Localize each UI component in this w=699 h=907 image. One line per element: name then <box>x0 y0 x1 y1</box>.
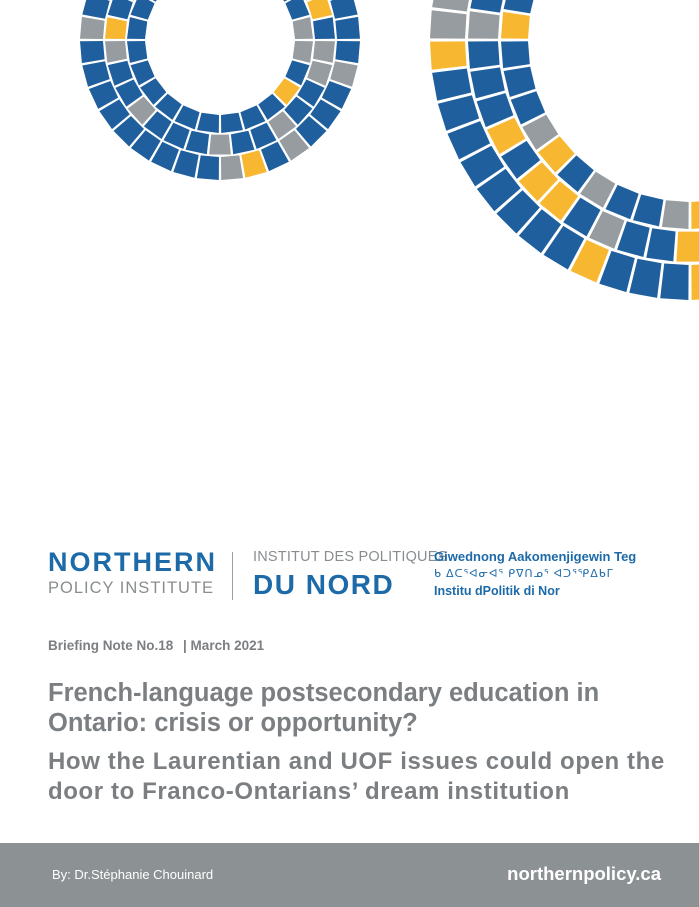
left-ring-middle-tile <box>209 135 231 155</box>
left-ring-inner-tile <box>285 0 309 20</box>
publication-date: | March 2021 <box>183 638 265 653</box>
author-byline: By: Dr.Stéphanie Chouinard <box>52 867 214 882</box>
right-ring-outer-tile <box>691 264 699 301</box>
right-ring-inner-tile <box>501 12 530 39</box>
right-ring-middle-tile <box>470 0 505 13</box>
left-ring-outer-tile <box>330 0 357 19</box>
left-ring-inner-tile <box>127 41 147 63</box>
npi-logo-line1: NORTHERN <box>48 547 217 577</box>
indigenous-language-logo <box>434 548 636 600</box>
institut-des-politiques-logo <box>253 548 447 601</box>
left-ring-middle-tile <box>313 41 335 63</box>
briefing-meta <box>48 638 264 653</box>
michif-name: Institu dPolitik di Nor <box>434 584 560 598</box>
footer-bar <box>0 843 699 907</box>
left-ring-inner-tile <box>221 113 243 133</box>
right-ring-middle-tile <box>646 228 675 261</box>
left-ring-outer-tile <box>82 0 109 19</box>
right-ring-middle-tile <box>470 67 505 98</box>
northern-policy-institute-logo <box>48 548 217 598</box>
npi-logo-line2: POLICY INSTITUTE <box>48 579 215 597</box>
right-ring-outer-tile <box>629 259 661 298</box>
left-ring-middle-tile <box>108 0 133 19</box>
ojibwe-name: Giwednong Aakomenjigewin Teg <box>434 549 637 564</box>
right-ring-outer-tile <box>432 0 471 12</box>
right-ring-outer-tile <box>660 264 688 301</box>
logo-divider <box>232 552 233 600</box>
left-ring-middle-tile <box>307 0 332 19</box>
left-ring-outer-tile <box>335 41 360 63</box>
left-ring-inner-tile <box>127 17 147 39</box>
left-ring-middle-tile <box>186 131 210 155</box>
left-ring-inner-tile <box>197 113 219 133</box>
right-ring-inner-tile <box>501 41 530 68</box>
left-ring-inner-tile <box>293 17 313 39</box>
logo-bar <box>48 548 668 608</box>
left-ring-outer-tile <box>221 155 243 180</box>
right-ring-inner-tile <box>662 200 689 229</box>
left-ring-middle-tile <box>105 17 127 39</box>
right-ring-inner-tile <box>633 195 663 227</box>
left-ring-middle-tile <box>313 17 335 39</box>
right-ring-inner-tile <box>504 0 536 13</box>
document-subtitle: How the Laurentian and UOF issues could open the door to Franco-Ontarians’ dream institution <box>48 748 665 805</box>
left-ring-inner-tile <box>131 0 155 20</box>
left-ring-inner-tile <box>293 41 313 63</box>
decorative-rings <box>0 0 699 310</box>
left-ring-middle-tile <box>105 41 127 63</box>
right-ring-outer-tile <box>430 41 467 69</box>
right-ring-inner-tile <box>504 67 536 97</box>
syllabics-name: ᑲ ᐃᑕᕐᐊᓂᐊᕐ ᑭᐁᑎᓄᕐ ᐊᑐᕐᕿᐃᑲᒥ <box>434 568 614 580</box>
idp-logo-line2: DU NORD <box>253 569 395 600</box>
right-ring-middle-tile <box>676 232 699 262</box>
idp-logo-line1: INSTITUT DES POLITIQUES <box>253 549 448 565</box>
left-ring-outer-tile <box>335 17 360 39</box>
briefing-note-number: Briefing Note No.18 <box>48 638 174 653</box>
right-ring-outer-tile <box>432 69 471 101</box>
left-ring-middle-tile <box>231 131 255 155</box>
document-title: French-language postsecondary education in Ontario: crisis or opportunity? <box>48 679 600 737</box>
right-ring-middle-tile <box>468 11 500 38</box>
right-ring-outer-tile <box>430 10 467 38</box>
right-ring-middle-tile <box>468 41 500 68</box>
website-link[interactable]: northernpolicy.ca <box>507 863 661 884</box>
right-ring-inner-tile <box>691 200 699 229</box>
left-ring-outer-tile <box>80 17 105 39</box>
left-ring-outer-tile <box>197 155 219 180</box>
left-ring-outer-tile <box>80 41 105 63</box>
